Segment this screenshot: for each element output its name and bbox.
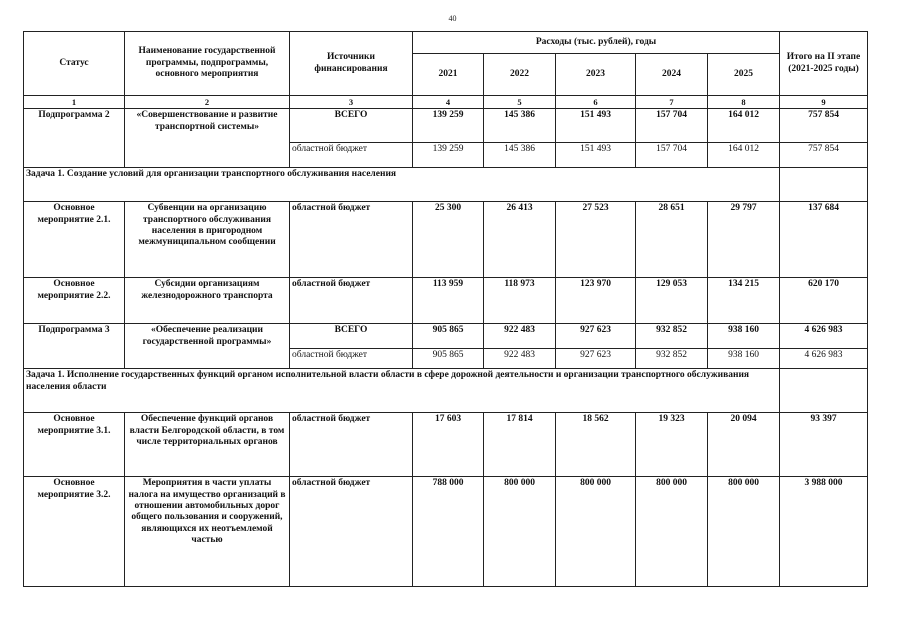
row-name: Мероприятия в части уплаты налога на имущество организаций в отношении автомобильных дорог общего пользования и сооружений, являющихся их неотъемлемой частью	[125, 477, 290, 587]
total-cell: 93 397	[780, 413, 868, 477]
value-cell: 25 300	[413, 202, 484, 278]
value-cell: 29 797	[708, 202, 780, 278]
col-number: 3	[290, 96, 413, 109]
value-cell: 26 413	[484, 202, 556, 278]
col-number: 5	[484, 96, 556, 109]
task-text: Задача 1. Исполнение государственных функций органом исполнительной власти области в сфере дорожной деятельности и организации транспортного обслуживания населения области	[24, 369, 780, 413]
value-cell: 157 704	[636, 143, 708, 168]
row-name: «Совершенствование и развитие транспортной системы»	[125, 109, 290, 168]
page-number: 40	[448, 14, 457, 23]
row-status: Основное мероприятие 2.2.	[24, 278, 125, 324]
value-cell: 164 012	[708, 143, 780, 168]
total-cell: 757 854	[780, 109, 868, 143]
header-year: 2021	[413, 54, 484, 96]
value-cell: 927 623	[556, 324, 636, 349]
header-year: 2025	[708, 54, 780, 96]
value-cell: 145 386	[484, 109, 556, 143]
table-row	[24, 324, 868, 349]
value-cell: 19 323	[636, 413, 708, 477]
header-name: Наименование государственной программы, подпрограммы, основного мероприятия	[125, 32, 290, 96]
task-text: Задача 1. Создание условий для организации транспортного обслуживания населения	[24, 168, 780, 202]
total-cell: 757 854	[780, 143, 868, 168]
value-cell: 134 215	[708, 278, 780, 324]
row-source: областной бюджет	[290, 477, 413, 587]
value-cell: 18 562	[556, 413, 636, 477]
row-status: Основное мероприятие 3.2.	[24, 477, 125, 587]
value-cell: 932 852	[636, 349, 708, 369]
table-row	[24, 109, 868, 143]
value-cell: 922 483	[484, 324, 556, 349]
empty-cell	[780, 168, 868, 202]
row-name: Обеспечение функций органов власти Белгородской области, в том числе территориальных органов	[125, 413, 290, 477]
row-status: Подпрограмма 2	[24, 109, 125, 168]
value-cell: 800 000	[484, 477, 556, 587]
header-expenses: Расходы (тыс. рублей), годы	[413, 32, 780, 54]
value-cell: 800 000	[556, 477, 636, 587]
budget-table	[23, 31, 868, 587]
row-source: областной бюджет	[290, 278, 413, 324]
value-cell: 157 704	[636, 109, 708, 143]
value-cell: 17 814	[484, 413, 556, 477]
table-row	[24, 278, 868, 324]
header-year: 2022	[484, 54, 556, 96]
row-status: Подпрограмма 3	[24, 324, 125, 369]
table-row	[24, 477, 868, 587]
value-cell: 139 259	[413, 109, 484, 143]
value-cell: 20 094	[708, 413, 780, 477]
value-cell: 17 603	[413, 413, 484, 477]
value-cell: 788 000	[413, 477, 484, 587]
row-source: областной бюджет	[290, 413, 413, 477]
total-cell: 3 988 000	[780, 477, 868, 587]
row-source: ВСЕГО	[290, 109, 413, 143]
value-cell: 927 623	[556, 349, 636, 369]
task-row	[24, 168, 868, 202]
col-number: 2	[125, 96, 290, 109]
value-cell: 27 523	[556, 202, 636, 278]
col-number: 7	[636, 96, 708, 109]
value-cell: 922 483	[484, 349, 556, 369]
col-number: 6	[556, 96, 636, 109]
row-status: Основное мероприятие 2.1.	[24, 202, 125, 278]
value-cell: 151 493	[556, 143, 636, 168]
row-name: Субсидии организациям железнодорожного транспорта	[125, 278, 290, 324]
row-name: «Обеспечение реализации государственной программы»	[125, 324, 290, 369]
value-cell: 800 000	[636, 477, 708, 587]
col-number: 4	[413, 96, 484, 109]
header-status: Статус	[24, 32, 125, 96]
value-cell: 139 259	[413, 143, 484, 168]
row-source: областной бюджет	[290, 202, 413, 278]
value-cell: 800 000	[708, 477, 780, 587]
col-number: 1	[24, 96, 125, 109]
table-row	[24, 413, 868, 477]
value-cell: 905 865	[413, 324, 484, 349]
value-cell: 113 959	[413, 278, 484, 324]
value-cell: 164 012	[708, 109, 780, 143]
row-source: ВСЕГО	[290, 324, 413, 349]
row-source: областной бюджет	[290, 349, 413, 369]
total-cell: 4 626 983	[780, 324, 868, 349]
total-cell: 137 684	[780, 202, 868, 278]
header-total: Итого на II этапе (2021-2025 годы)	[780, 32, 868, 96]
value-cell: 118 973	[484, 278, 556, 324]
value-cell: 145 386	[484, 143, 556, 168]
value-cell: 905 865	[413, 349, 484, 369]
total-cell: 4 626 983	[780, 349, 868, 369]
value-cell: 129 053	[636, 278, 708, 324]
header-year: 2023	[556, 54, 636, 96]
row-status: Основное мероприятие 3.1.	[24, 413, 125, 477]
empty-cell	[780, 369, 868, 413]
value-cell: 123 970	[556, 278, 636, 324]
table-row	[24, 202, 868, 278]
value-cell: 938 160	[708, 349, 780, 369]
value-cell: 932 852	[636, 324, 708, 349]
total-cell: 620 170	[780, 278, 868, 324]
value-cell: 151 493	[556, 109, 636, 143]
value-cell: 28 651	[636, 202, 708, 278]
value-cell: 938 160	[708, 324, 780, 349]
row-source: областной бюджет	[290, 143, 413, 168]
task-row	[24, 369, 868, 413]
header-year: 2024	[636, 54, 708, 96]
header-sources: Источники финансирования	[290, 32, 413, 96]
col-number: 8	[708, 96, 780, 109]
row-name: Субвенции на организацию транспортного обслуживания населения в пригородном межмуниципальном сообщении	[125, 202, 290, 278]
col-number: 9	[780, 96, 868, 109]
